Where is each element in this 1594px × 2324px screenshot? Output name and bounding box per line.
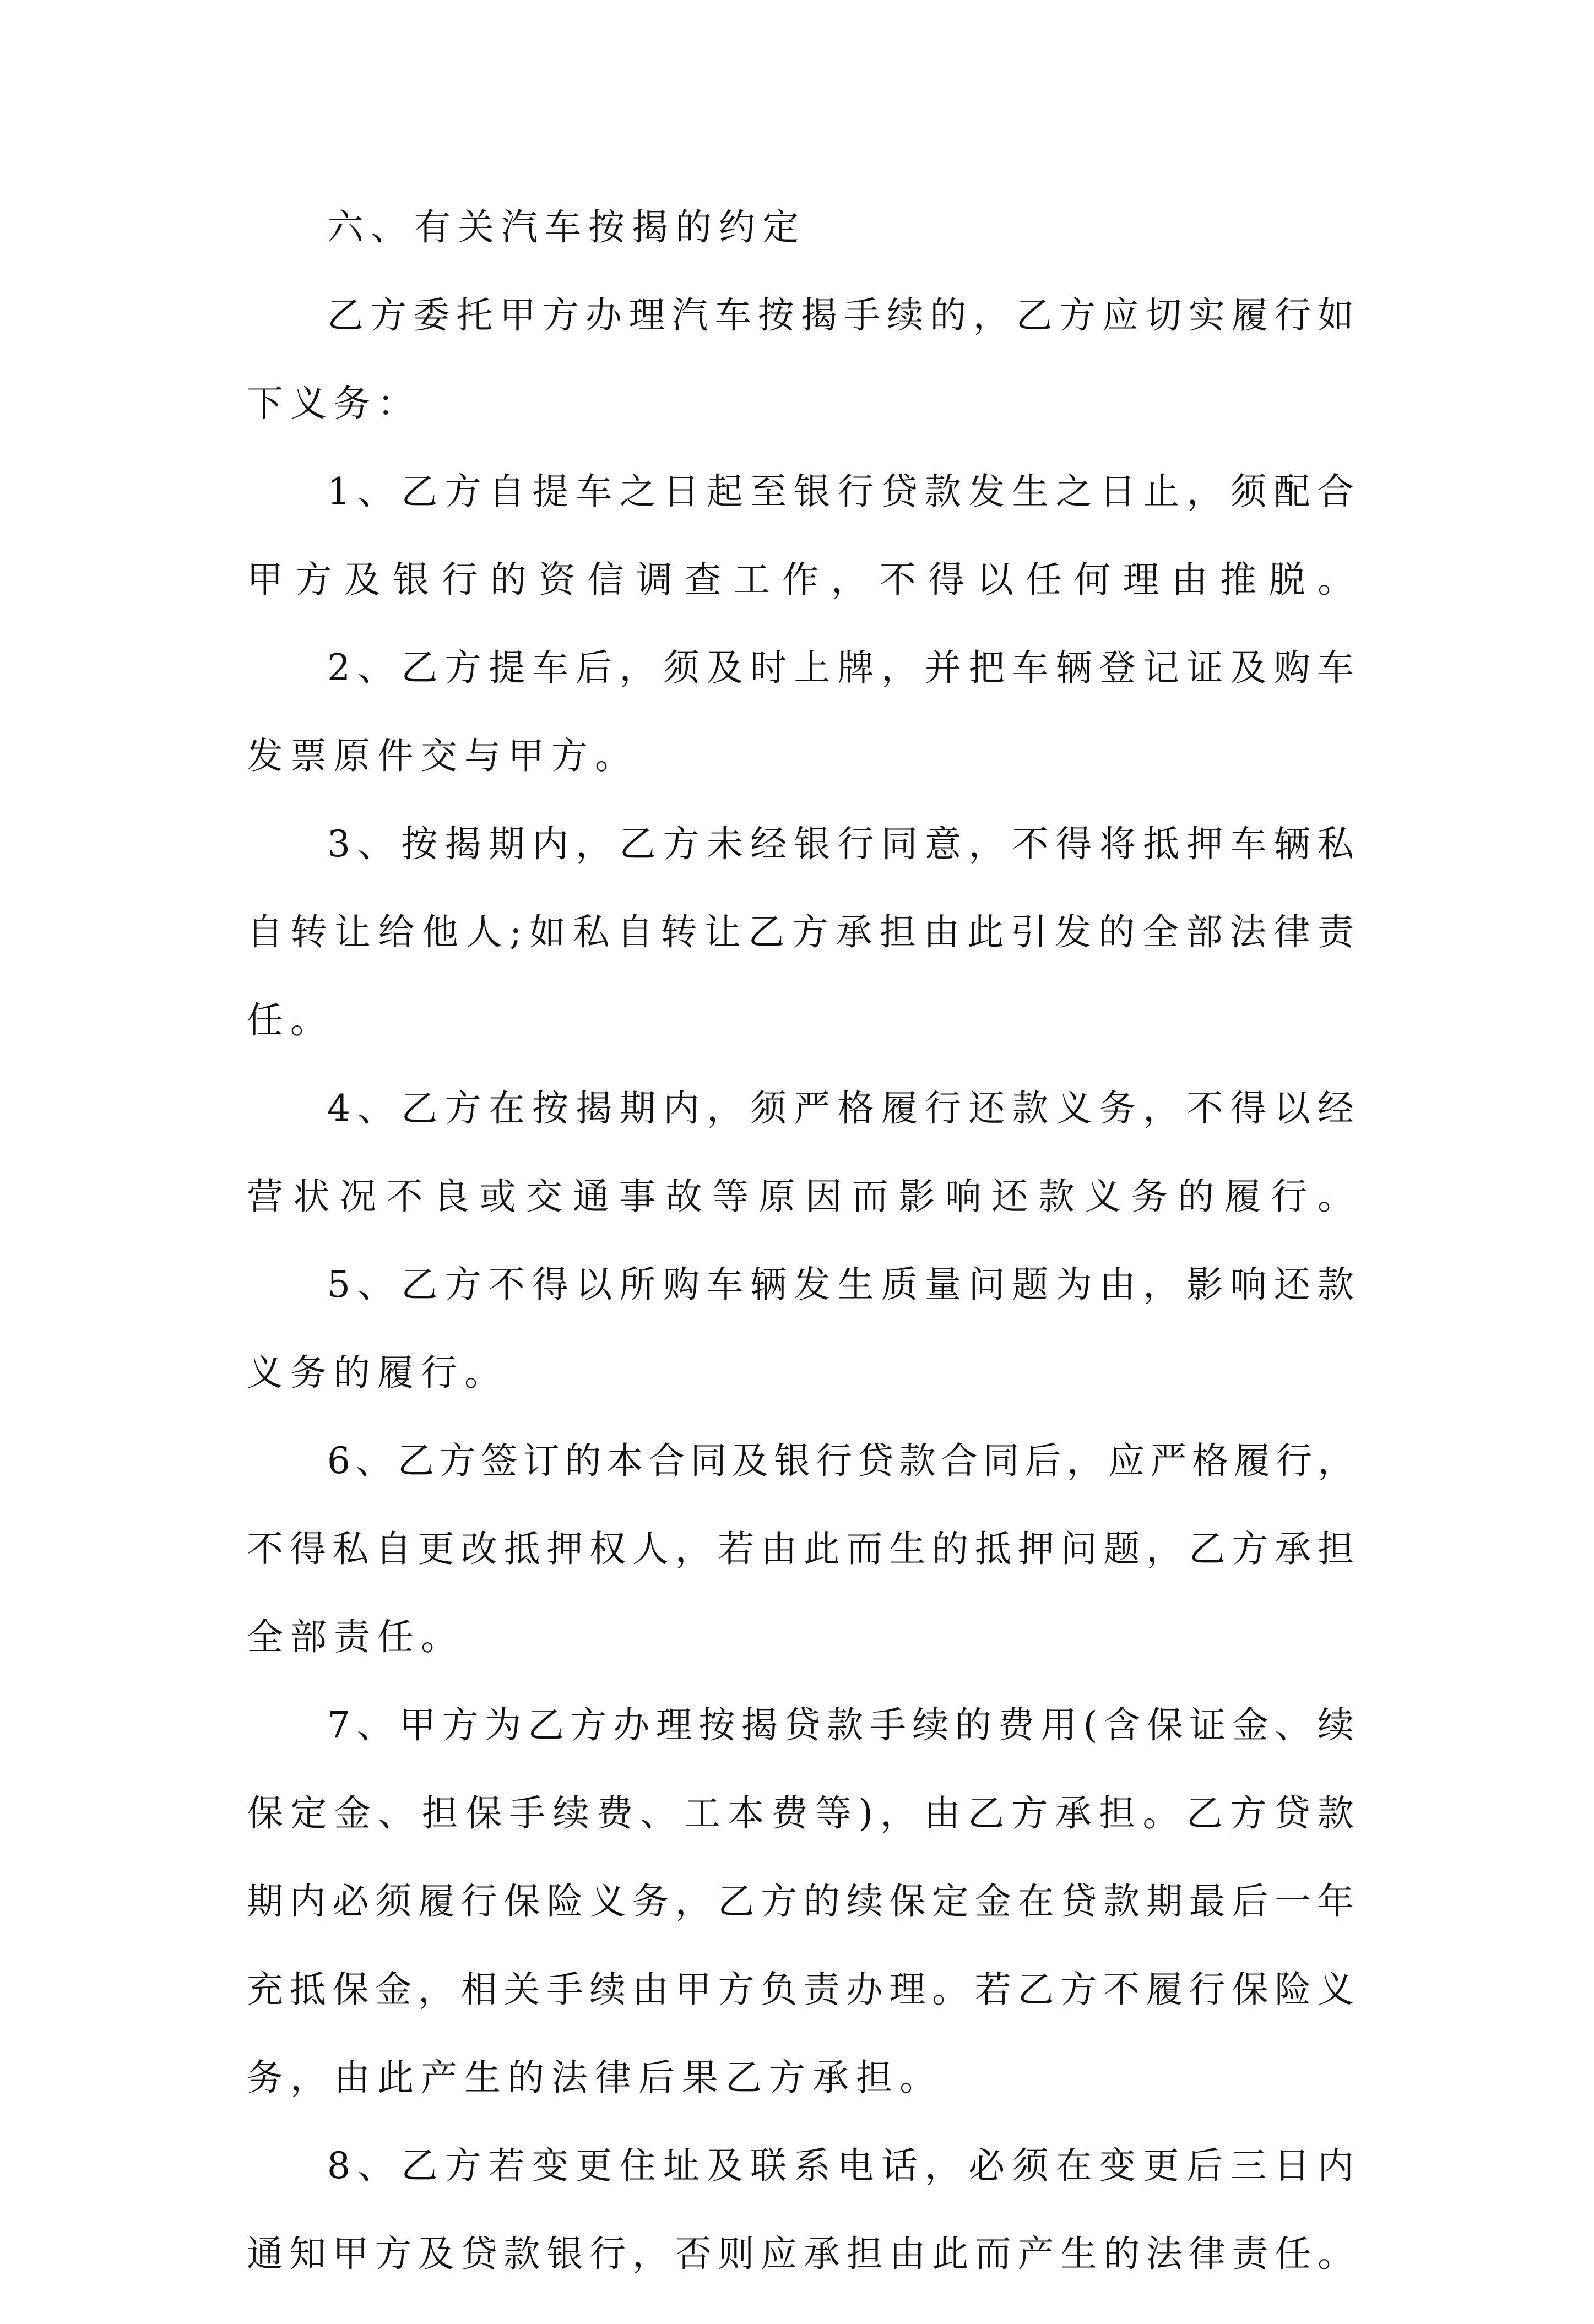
- paragraph-line: 务，由此产生的法律后果乙方承担。: [247, 2056, 943, 2099]
- paragraph-line: 下义务：: [247, 382, 421, 425]
- paragraph-line: 营状况不良或交通事故等原因而影响还款义务的履行。: [247, 1175, 1354, 1218]
- paragraph-line: 7、甲方为乙方办理按揭贷款手续的费用(含保证金、续: [327, 1704, 1354, 1746]
- paragraph-line: 任。: [247, 999, 334, 1041]
- paragraph-line: 1、乙方自提车之日起至银行贷款发生之日止，须配合: [327, 470, 1354, 513]
- paragraph-line: 全部责任。: [247, 1616, 464, 1658]
- paragraph-line: 期内必须履行保险义务，乙方的续保定金在贷款期最后一年: [247, 1880, 1354, 1923]
- paragraph-line: 保定金、担保手续费、工本费等)，由乙方承担。乙方贷款: [247, 1792, 1354, 1834]
- paragraph-line: 通知甲方及贷款银行，否则应承担由此而产生的法律责任。: [247, 2233, 1354, 2275]
- paragraph-line: 充抵保金，相关手续由甲方负责办理。若乙方不履行保险义: [247, 1968, 1354, 2011]
- document-page: [247, 206, 1354, 2324]
- paragraph-line: 4、乙方在按揭期内，须严格履行还款义务，不得以经: [327, 1087, 1354, 1130]
- paragraph-line: 8、乙方若变更住址及联系电话，必须在变更后三日内: [327, 2144, 1354, 2187]
- paragraph-line: 自转让给他人;如私自转让乙方承担由此引发的全部法律责: [247, 911, 1354, 953]
- paragraph-line: 不得私自更改抵押权人，若由此而生的抵押问题，乙方承担: [247, 1528, 1354, 1570]
- paragraph-line: 5、乙方不得以所购车辆发生质量问题为由，影响还款: [327, 1263, 1354, 1306]
- paragraph-line: 2、乙方提车后，须及时上牌，并把车辆登记证及购车: [327, 647, 1354, 689]
- paragraph-line: 发票原件交与甲方。: [247, 735, 638, 777]
- paragraph-line: 义务的履行。: [247, 1351, 508, 1394]
- paragraph-line: 甲方及银行的资信调查工作，不得以任何理由推脱。: [247, 558, 1354, 601]
- paragraph-line: 3、按揭期内，乙方未经银行同意，不得将抵押车辆私: [327, 823, 1354, 865]
- paragraph-line: 乙方委托甲方办理汽车按揭手续的，乙方应切实履行如: [327, 294, 1354, 336]
- section-heading: 六、有关汽车按揭的约定: [327, 206, 806, 248]
- paragraph-line: 6、乙方签订的本合同及银行贷款合同后，应严格履行，: [327, 1440, 1354, 1482]
